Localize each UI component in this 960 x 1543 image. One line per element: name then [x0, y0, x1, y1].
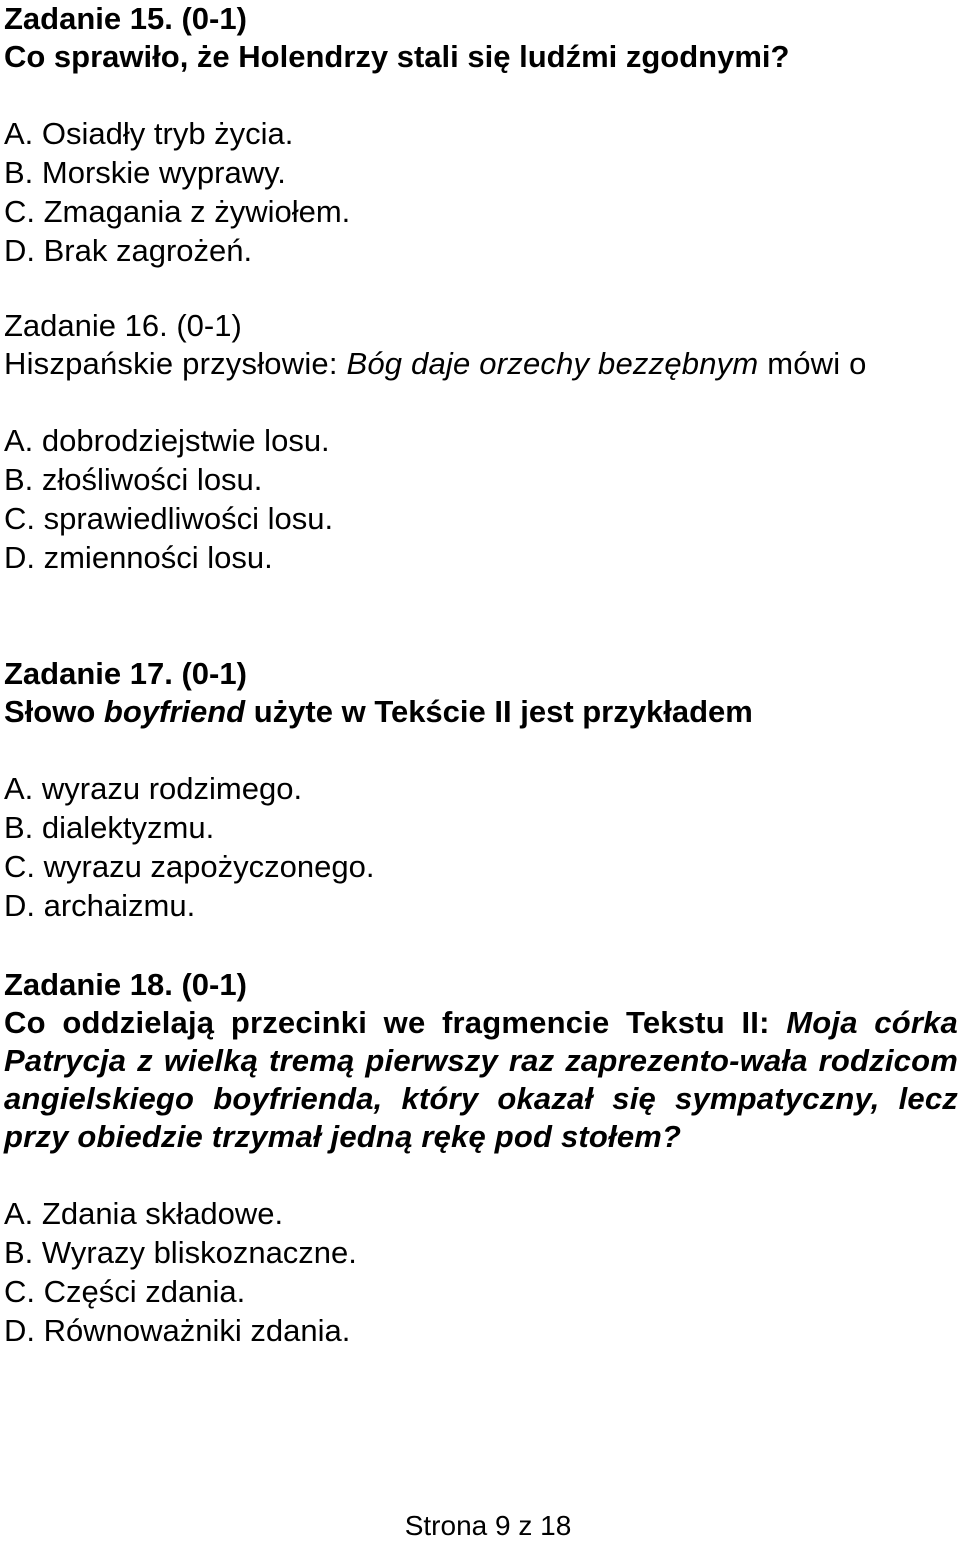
option-d[interactable]: D. zmienności losu.	[4, 540, 273, 575]
question-text: Hiszpańskie przysłowie:	[4, 346, 347, 381]
option-c[interactable]: C. Części zdania.	[4, 1274, 246, 1309]
answer-options	[4, 421, 958, 577]
option-c[interactable]: C. wyrazu zapożyczonego.	[4, 849, 375, 884]
answer-options	[4, 1194, 958, 1350]
question-text: Co oddzielają przecinki we fragmencie Tekstu II:	[4, 1005, 787, 1040]
task-heading: Zadanie 15. (0-1)	[4, 1, 247, 36]
task-15	[4, 0, 958, 270]
quoted-fragment: Moja córka Patrycja z wielką tremą pierwszy raz zaprezento-wała rodzicom angielskiego boyfrienda, który okazał się sympatyczny, lecz przy obiedzie trzymał jedną rękę pod stołem?	[4, 1005, 958, 1154]
option-c[interactable]: C. Zmagania z żywiołem.	[4, 194, 351, 229]
task-question: Co sprawiło, że Holendrzy stali się ludźmi zgodnymi?	[4, 39, 790, 74]
task-heading: Zadanie 18. (0-1)	[4, 967, 247, 1002]
option-b[interactable]: B. Wyrazy bliskoznaczne.	[4, 1235, 357, 1270]
option-c[interactable]: C. sprawiedliwości losu.	[4, 501, 334, 536]
option-a[interactable]: A. Osiadły tryb życia.	[4, 116, 294, 151]
answer-options	[4, 769, 958, 925]
task-question	[4, 345, 958, 383]
option-b[interactable]: B. złośliwości losu.	[4, 462, 263, 497]
option-d[interactable]: D. Brak zagrożeń.	[4, 233, 253, 268]
option-d[interactable]: D. archaizmu.	[4, 888, 196, 923]
page-number: Strona 9 z 18	[404, 1510, 572, 1541]
option-b[interactable]: B. Morskie wyprawy.	[4, 155, 286, 190]
option-b[interactable]: B. dialektyzmu.	[4, 810, 215, 845]
answer-options	[4, 114, 958, 270]
task-heading: Zadanie 16. (0-1)	[4, 308, 242, 343]
task-18	[4, 966, 958, 1350]
option-a[interactable]: A. dobrodziejstwie losu.	[4, 423, 330, 458]
task-question	[4, 693, 958, 731]
question-text-end: użyte w Tekście II jest przykładem	[245, 694, 753, 729]
question-text-end: mówi o	[758, 346, 867, 381]
proverb-text: Bóg daje orzechy bezzębnym	[346, 346, 759, 381]
option-d[interactable]: D. Równoważniki zdania.	[4, 1313, 351, 1348]
task-heading: Zadanie 17. (0-1)	[4, 656, 247, 691]
question-text: Słowo	[4, 694, 104, 729]
option-a[interactable]: A. Zdania składowe.	[4, 1196, 284, 1231]
task-16	[4, 307, 958, 577]
task-17	[4, 655, 958, 925]
quoted-word: boyfriend	[103, 694, 246, 729]
task-question	[4, 1004, 958, 1156]
option-a[interactable]: A. wyrazu rodzimego.	[4, 771, 303, 806]
